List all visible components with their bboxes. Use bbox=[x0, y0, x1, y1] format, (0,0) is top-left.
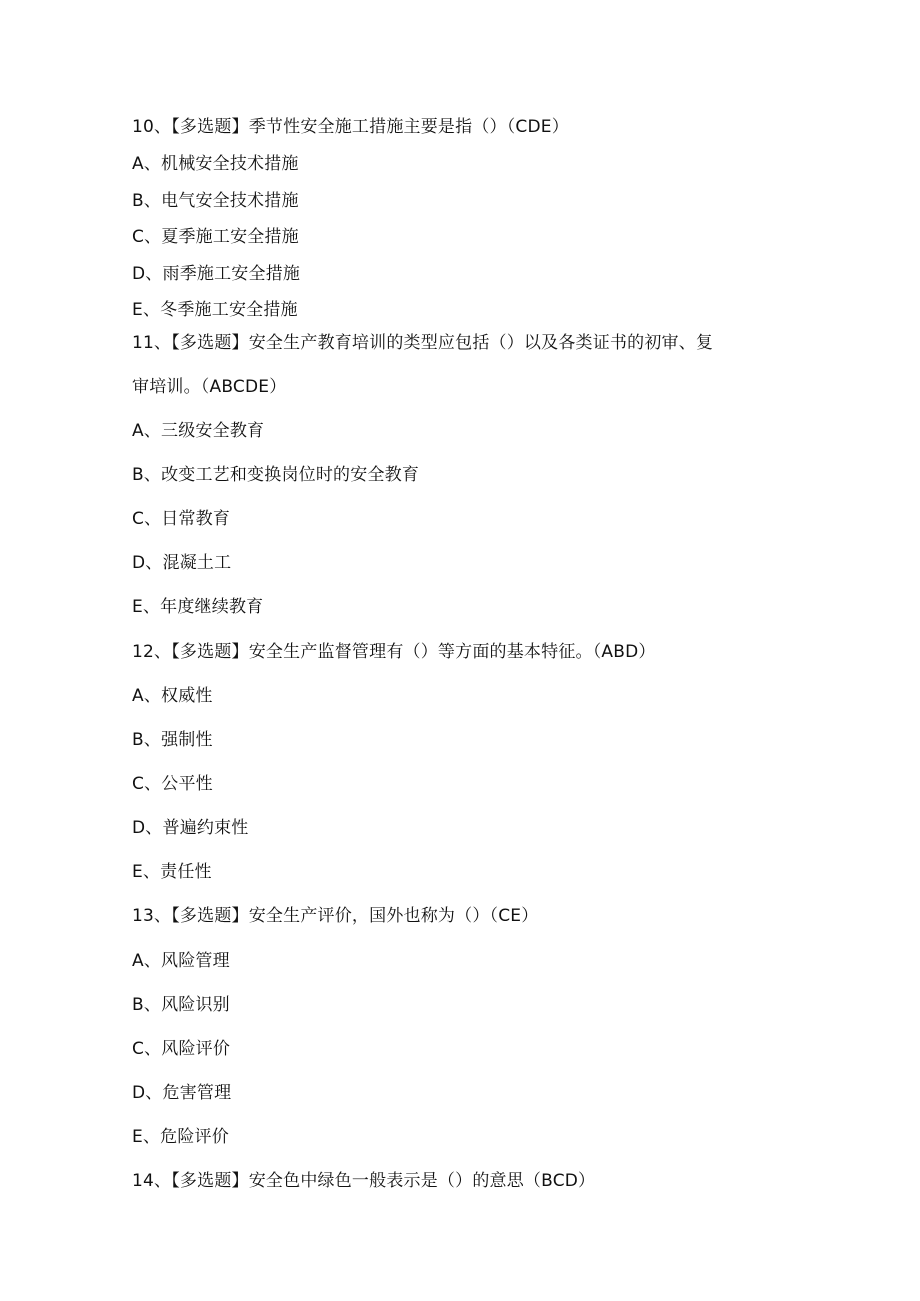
q12-option-a: A、权威性 bbox=[132, 686, 213, 706]
q13-option-b: B、风险识别 bbox=[132, 995, 230, 1015]
q12-option-d: D、普遍约束性 bbox=[132, 818, 249, 838]
q12-option-e: E、责任性 bbox=[132, 862, 212, 882]
q11-option-d: D、混凝土工 bbox=[132, 553, 232, 573]
q12-option-c: C、公平性 bbox=[132, 774, 213, 794]
q12-option-b: B、强制性 bbox=[132, 730, 213, 750]
q10-option-e: E、冬季施工安全措施 bbox=[132, 300, 298, 320]
q10-option-a: A、机械安全技术措施 bbox=[132, 154, 299, 174]
q11-option-b: B、改变工艺和变换岗位时的安全教育 bbox=[132, 465, 420, 485]
question-14: 14、【多选题】安全色中绿色一般表示是（）的意思（BCD） bbox=[132, 1171, 596, 1191]
q11-option-e: E、年度继续教育 bbox=[132, 597, 264, 617]
q13-option-e: E、危险评价 bbox=[132, 1127, 229, 1147]
q10-option-c: C、夏季施工安全措施 bbox=[132, 227, 299, 247]
q13-option-c: C、风险评价 bbox=[132, 1039, 231, 1059]
question-12: 12、【多选题】安全生产监督管理有（）等方面的基本特征。（ABD） bbox=[132, 642, 656, 662]
q10-option-d: D、雨季施工安全措施 bbox=[132, 264, 301, 284]
q13-option-a: A、风险管理 bbox=[132, 951, 230, 971]
q11-option-c: C、日常教育 bbox=[132, 509, 231, 529]
question-11-continued: 审培训。（ABCDE） bbox=[132, 377, 287, 397]
q10-option-b: B、电气安全技术措施 bbox=[132, 191, 299, 211]
question-13: 13、【多选题】安全生产评价，国外也称为（）（CE） bbox=[132, 906, 539, 926]
q13-option-d: D、危害管理 bbox=[132, 1083, 232, 1103]
q11-option-a: A、三级安全教育 bbox=[132, 421, 265, 441]
question-11: 11、【多选题】安全生产教育培训的类型应包括（）以及各类证书的初审、复 bbox=[132, 333, 714, 353]
question-10: 10、【多选题】季节性安全施工措施主要是指（）（CDE） bbox=[132, 117, 569, 137]
